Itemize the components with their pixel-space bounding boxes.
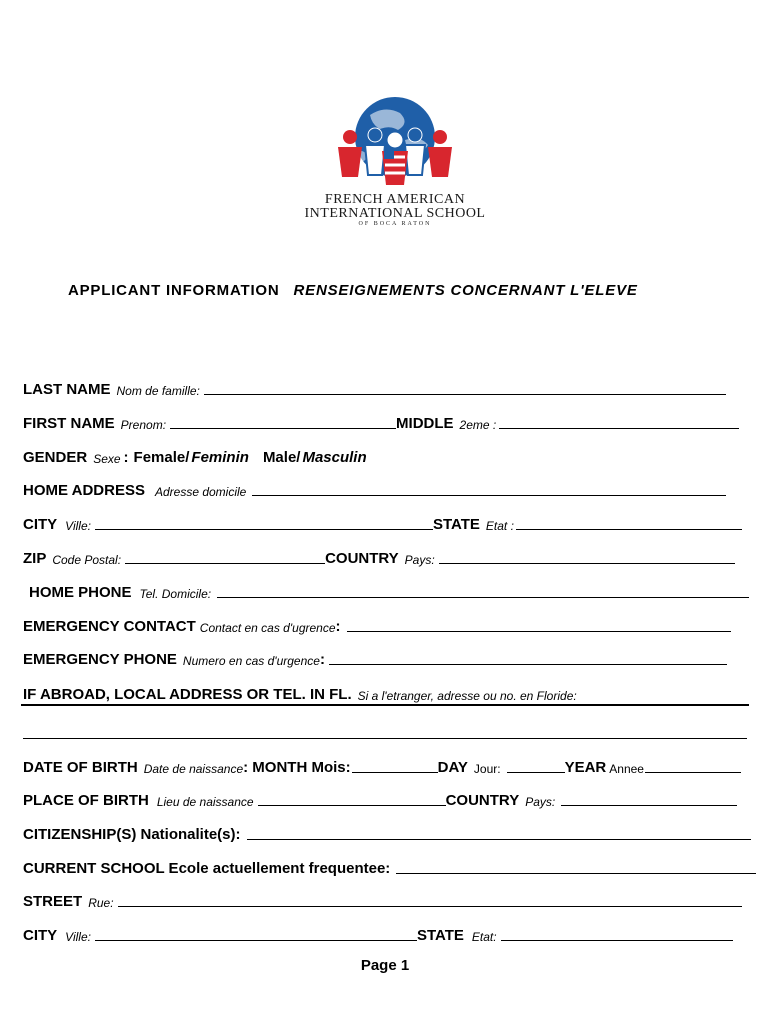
first-name-label-fr: Prenom:	[120, 418, 167, 432]
dob-year-field[interactable]	[645, 771, 741, 773]
citizenship-field[interactable]	[247, 838, 751, 840]
first-name-field[interactable]	[170, 427, 396, 429]
gender-label: GENDER	[23, 449, 88, 466]
pob-label-fr: Lieu de naissance	[156, 795, 254, 809]
first-name-row	[23, 412, 739, 432]
gender-label-fr: Sexe	[93, 452, 121, 466]
street-field[interactable]	[118, 905, 742, 907]
school-city-row	[23, 924, 733, 944]
street-row	[23, 890, 742, 910]
heading-english: APPLICANT INFORMATION	[68, 282, 280, 299]
current-school-label: CURRENT SCHOOL Ecole actuellement frequentee:	[23, 860, 391, 877]
page-number: Page 1	[360, 957, 410, 974]
emergency-contact-field[interactable]	[347, 630, 731, 632]
section-heading	[68, 282, 638, 299]
school-city-label-fr: Ville:	[65, 930, 91, 944]
abroad-label-fr: Si a l'etranger, adresse ou no. en Floride:	[357, 689, 577, 703]
school-logo	[300, 95, 490, 230]
school-city-label: CITY	[23, 927, 58, 944]
gender-row	[23, 446, 367, 466]
dob-day-label-fr: Jour:	[473, 762, 501, 776]
abroad-field-line2[interactable]	[23, 738, 747, 739]
state-field[interactable]	[516, 528, 742, 530]
emergency-phone-label: EMERGENCY PHONE	[23, 651, 177, 668]
pob-country-label: COUNTRY	[445, 792, 520, 809]
dob-month-label: : MONTH Mois:	[243, 759, 351, 776]
gender-female-fr: Feminin	[191, 449, 249, 466]
dob-label: DATE OF BIRTH	[23, 759, 138, 776]
gender-colon: :	[123, 449, 129, 466]
school-state-label-fr: Etat:	[471, 930, 497, 944]
emergency-contact-label: EMERGENCY CONTACT	[23, 618, 196, 635]
home-address-label: HOME ADDRESS	[23, 482, 145, 499]
last-name-label: LAST NAME	[23, 381, 111, 398]
home-address-field[interactable]	[252, 494, 726, 496]
abroad-label: IF ABROAD, LOCAL ADDRESS OR TEL. IN FL.	[23, 686, 352, 703]
home-phone-field[interactable]	[217, 596, 749, 598]
city-label-fr: Ville:	[65, 519, 91, 533]
abroad-row	[23, 683, 577, 703]
zip-row	[23, 547, 735, 567]
state-label-fr: Etat :	[485, 519, 514, 533]
current-school-field[interactable]	[396, 872, 756, 874]
last-name-label-fr: Nom de famille:	[116, 384, 200, 398]
emergency-phone-label-fr: Numero en cas d'urgence	[182, 654, 320, 668]
abroad-field-line1[interactable]	[21, 704, 749, 706]
zip-field[interactable]	[125, 562, 325, 564]
dob-day-field[interactable]	[507, 771, 565, 773]
pob-field[interactable]	[258, 804, 446, 806]
emergency-contact-colon: :	[335, 618, 341, 635]
dob-day-label: DAY	[437, 759, 468, 776]
first-name-label: FIRST NAME	[23, 415, 115, 432]
gender-female-option[interactable]: Female/	[133, 449, 190, 466]
last-name-field[interactable]	[204, 393, 726, 395]
city-field[interactable]	[95, 528, 433, 530]
globe-children-emblem	[330, 95, 460, 190]
home-address-label-fr: Adresse domicile	[154, 485, 247, 499]
street-label-fr: Rue:	[88, 896, 114, 910]
state-label: STATE	[432, 516, 480, 533]
school-state-label: STATE	[416, 927, 464, 944]
dob-label-fr: Date de naissance	[143, 762, 244, 776]
country-label-fr: Pays:	[404, 553, 435, 567]
country-label: COUNTRY	[325, 550, 399, 567]
city-label: CITY	[23, 516, 58, 533]
home-address-row	[23, 479, 726, 499]
home-phone-label-fr: Tel. Domicile:	[139, 587, 212, 601]
emergency-contact-row	[23, 615, 731, 635]
last-name-row	[23, 378, 726, 398]
citizenship-label: CITIZENSHIP(S) Nationalite(s):	[23, 826, 241, 843]
pob-country-field[interactable]	[561, 804, 737, 806]
logo-text-line1: FRENCH AMERICAN	[324, 192, 466, 207]
heading-french: RENSEIGNEMENTS CONCERNANT L'ELEVE	[293, 282, 638, 299]
school-city-field[interactable]	[95, 939, 417, 941]
dob-row	[23, 756, 741, 776]
zip-label-fr: Code Postal:	[52, 553, 122, 567]
pob-row	[23, 789, 737, 809]
dob-year-label-fr: Annee	[609, 762, 644, 776]
middle-label-fr: 2eme :	[459, 418, 497, 432]
middle-name-field[interactable]	[499, 427, 739, 429]
citizenship-row	[23, 823, 751, 843]
current-school-row	[23, 857, 756, 877]
city-row	[23, 513, 742, 533]
pob-label: PLACE OF BIRTH	[23, 792, 149, 809]
logo-text-line3: OF BOCA RATON	[358, 221, 432, 227]
home-phone-row	[29, 581, 749, 601]
zip-label: ZIP	[23, 550, 47, 567]
emergency-phone-field[interactable]	[329, 663, 727, 665]
gender-male-option[interactable]: Male/	[262, 449, 301, 466]
logo-text-line2: INTERNATIONAL SCHOOL	[304, 206, 486, 221]
home-phone-label: HOME PHONE	[29, 584, 132, 601]
gender-male-fr: Masculin	[302, 449, 367, 466]
emergency-phone-row	[23, 648, 727, 668]
school-state-field[interactable]	[501, 939, 733, 941]
country-field[interactable]	[439, 562, 735, 564]
middle-label: MIDDLE	[396, 415, 454, 432]
dob-year-label: YEAR	[564, 759, 607, 776]
emergency-phone-colon: :	[319, 651, 325, 668]
dob-month-field[interactable]	[352, 771, 438, 773]
emergency-contact-label-fr: Contact en cas d'ugrence	[199, 621, 336, 635]
pob-country-label-fr: Pays:	[525, 795, 556, 809]
street-label: STREET	[23, 893, 83, 910]
